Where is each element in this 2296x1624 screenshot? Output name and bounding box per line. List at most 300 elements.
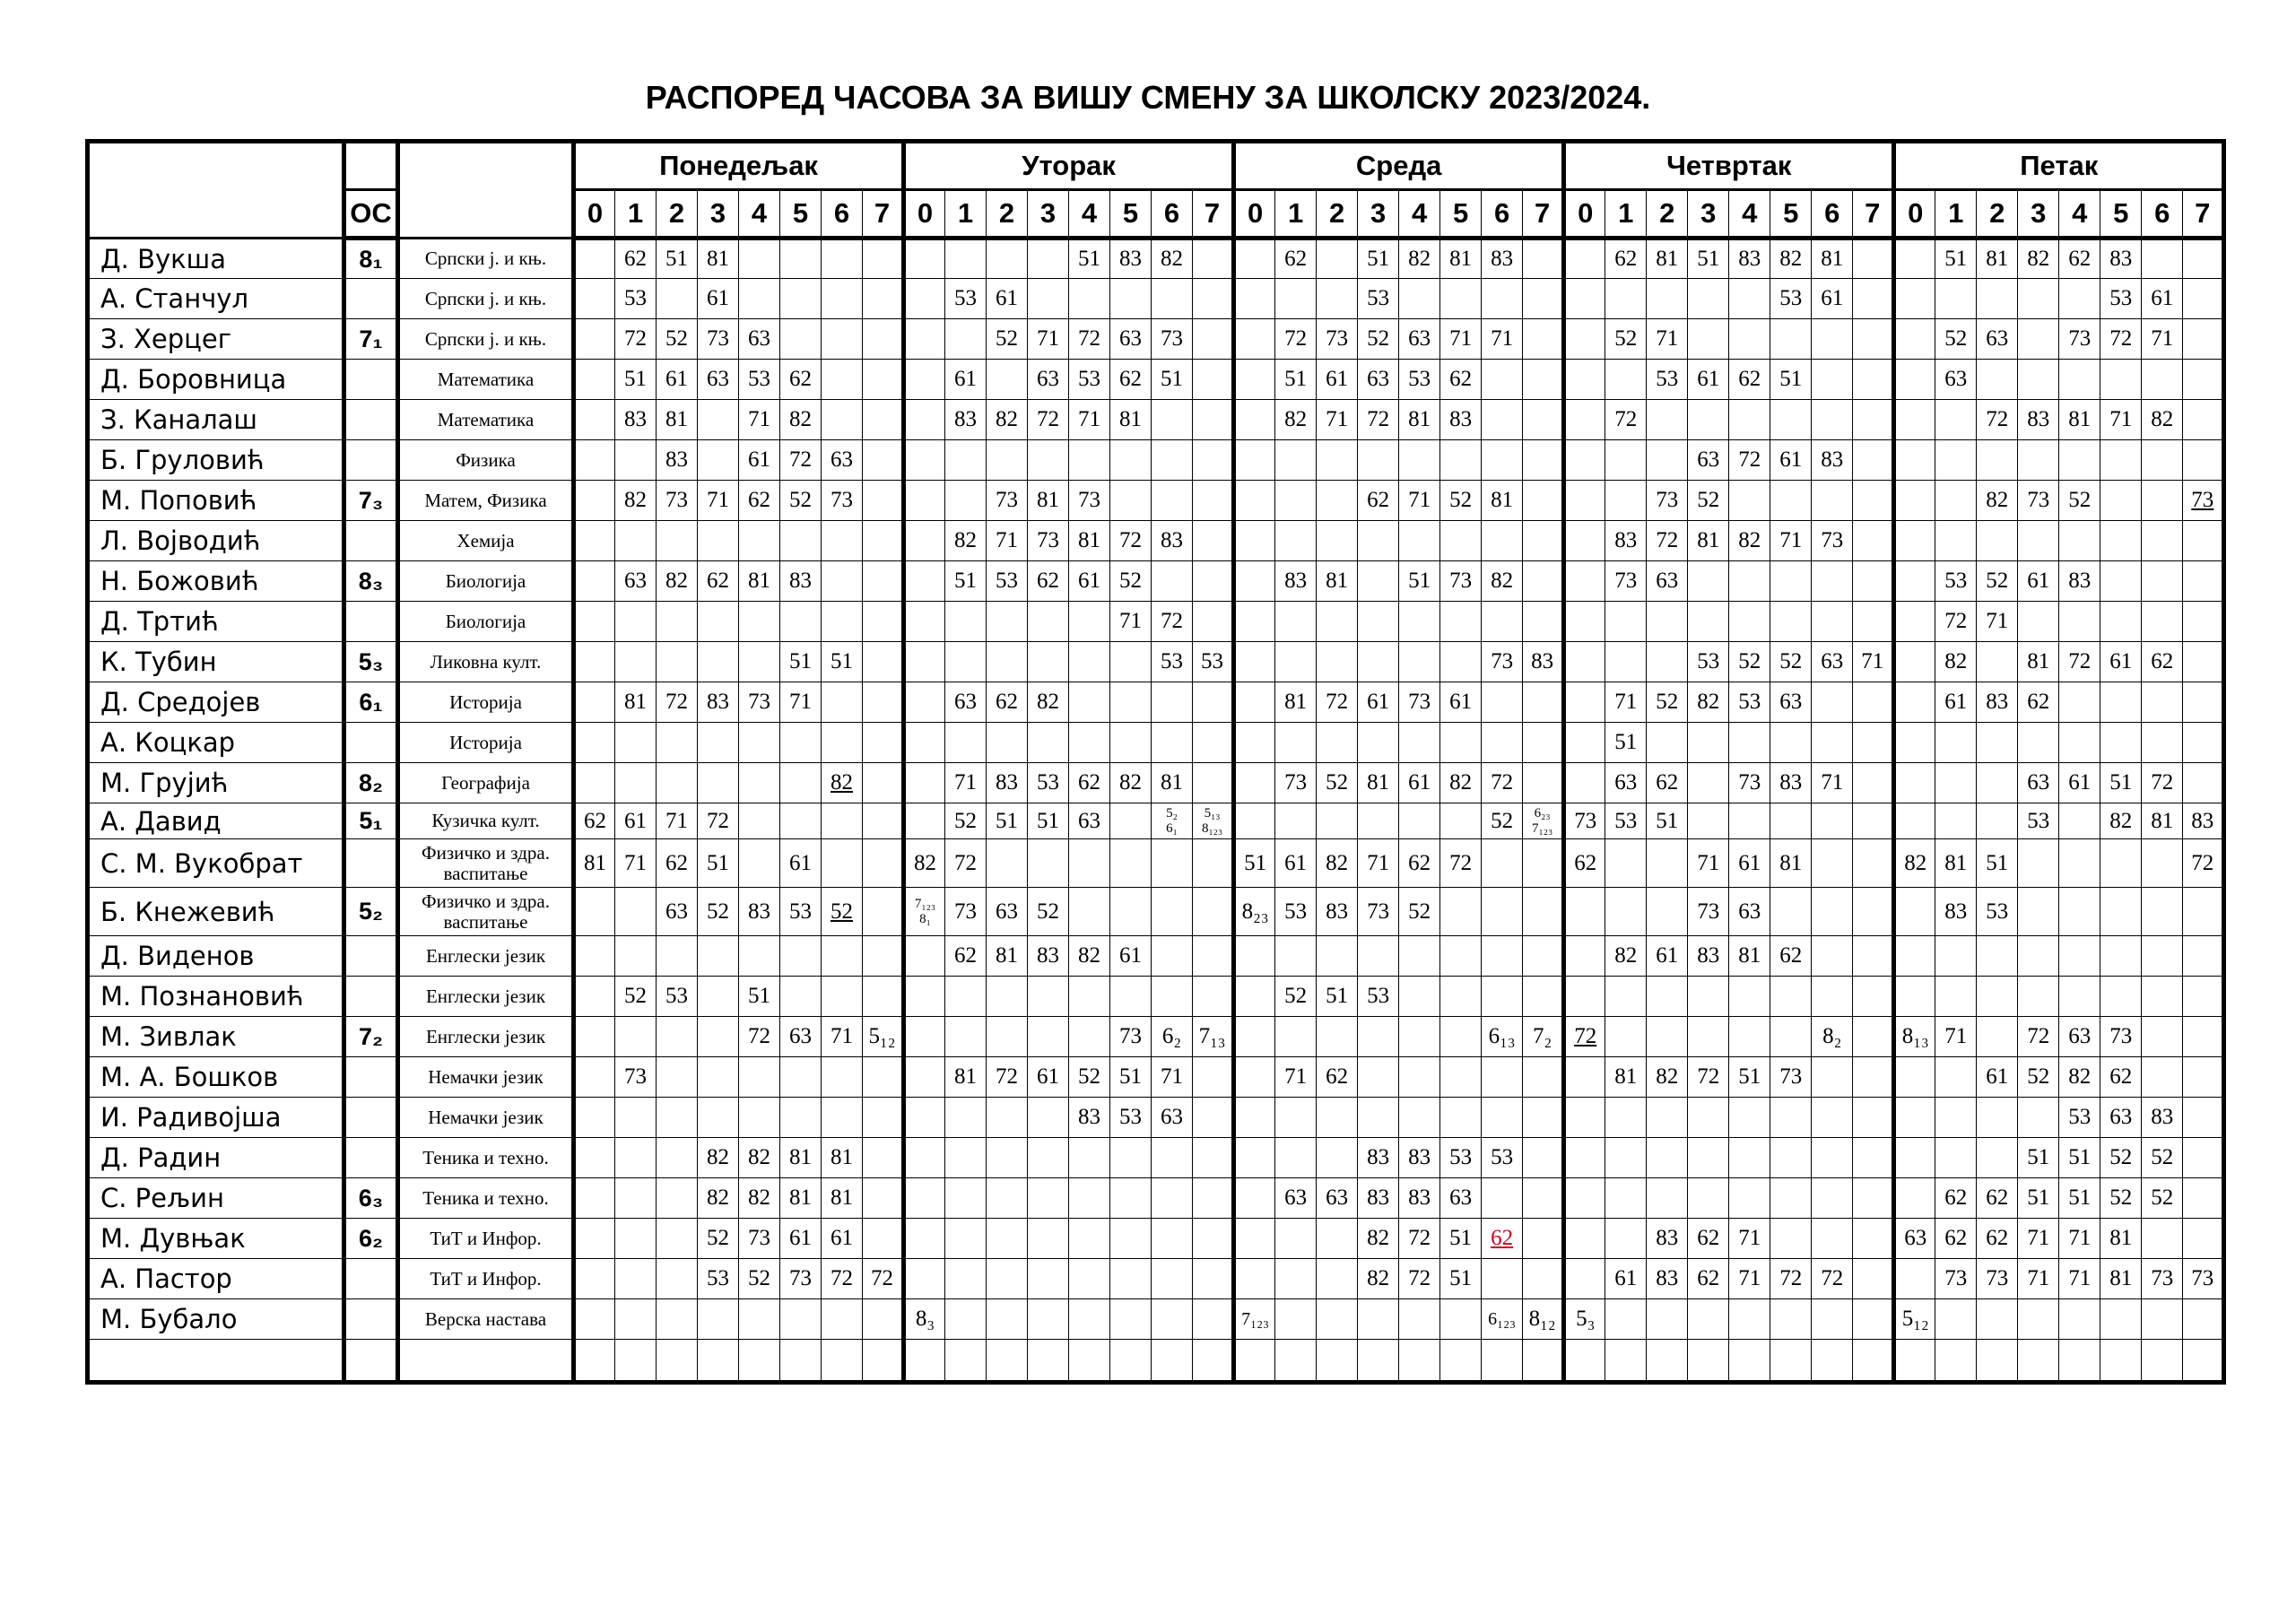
- subject: Матем, Физика: [398, 481, 574, 521]
- lesson-cell: [863, 1340, 904, 1383]
- lesson-cell: 53: [1358, 977, 1399, 1017]
- period-header: 1: [1605, 190, 1647, 239]
- lesson-cell: [1193, 440, 1234, 481]
- period-header: 0: [1564, 190, 1605, 239]
- lesson-cell: [1193, 1057, 1234, 1098]
- lesson-cell: [1275, 1340, 1317, 1383]
- lesson-cell: 71: [1399, 481, 1440, 521]
- lesson-cell: [657, 936, 698, 977]
- lesson-cell: 81: [1399, 400, 1440, 440]
- lesson-cell: [1152, 1219, 1193, 1259]
- subject: Физичко и здра. васпитање: [398, 839, 574, 888]
- lesson-cell: [1440, 1340, 1482, 1383]
- teacher-name: С. М. Вукобрат: [88, 839, 344, 888]
- lesson-cell: [2183, 1138, 2224, 1178]
- lesson-cell: [1193, 1340, 1234, 1383]
- lesson-cell: [1688, 1299, 1729, 1340]
- lesson-cell: 73: [1399, 682, 1440, 723]
- lesson-cell: [822, 400, 863, 440]
- period-header: 4: [1729, 190, 1770, 239]
- teacher-name: А. Давид: [88, 803, 344, 839]
- lesson-cell: 51: [1688, 239, 1729, 279]
- lesson-cell: [1729, 561, 1770, 602]
- lesson-cell: [2018, 319, 2059, 360]
- lesson-cell: [904, 803, 945, 839]
- lesson-cell: [1110, 1219, 1152, 1259]
- lesson-cell: 52: [1399, 888, 1440, 936]
- lesson-cell: [822, 936, 863, 977]
- lesson-cell: [1894, 239, 1935, 279]
- lesson-cell: 73: [822, 481, 863, 521]
- lesson-cell: 63: [1028, 360, 1069, 400]
- lesson-cell: [1069, 977, 1110, 1017]
- lesson-cell: 71: [780, 682, 822, 723]
- class-master: 5₂: [344, 888, 398, 936]
- day-header: Четвртак: [1564, 142, 1894, 190]
- lesson-cell: 61: [987, 279, 1028, 319]
- lesson-cell: [1812, 1299, 1853, 1340]
- teacher-name: Б. Кнежевић: [88, 888, 344, 936]
- lesson-cell: [2142, 682, 2183, 723]
- lesson-cell: 53: [615, 279, 657, 319]
- subject: Енглески језик: [398, 977, 574, 1017]
- lesson-cell: [1894, 481, 1935, 521]
- lesson-cell: 51: [1647, 803, 1688, 839]
- lesson-cell: 83: [1317, 888, 1358, 936]
- class-master: [344, 723, 398, 763]
- lesson-cell: 73: [1358, 888, 1399, 936]
- lesson-cell: 62: [1770, 936, 1812, 977]
- lesson-cell: [904, 936, 945, 977]
- lesson-cell: 81: [945, 1057, 987, 1098]
- lesson-cell: [1110, 1299, 1152, 1340]
- lesson-cell: 83: [1482, 239, 1523, 279]
- lesson-cell: 61: [780, 1219, 822, 1259]
- lesson-cell: 61: [615, 803, 657, 839]
- lesson-cell: [945, 239, 987, 279]
- lesson-cell: [987, 1138, 1028, 1178]
- teacher-name: М. Поповић: [88, 481, 344, 521]
- lesson-cell: 71: [822, 1017, 863, 1057]
- lesson-cell: 81: [780, 1178, 822, 1219]
- lesson-cell: [1853, 839, 1894, 888]
- lesson-cell: 61: [1399, 763, 1440, 803]
- lesson-cell: 53: [1069, 360, 1110, 400]
- lesson-cell: [2142, 521, 2183, 561]
- lesson-cell: [1523, 936, 1564, 977]
- lesson-cell: [1110, 1138, 1152, 1178]
- lesson-cell: 72: [1770, 1259, 1812, 1299]
- lesson-cell: 51: [2018, 1138, 2059, 1178]
- lesson-cell: [1440, 723, 1482, 763]
- lesson-cell: 61: [1440, 682, 1482, 723]
- lesson-cell: 73: [1770, 1057, 1812, 1098]
- lesson-cell: [574, 1178, 615, 1219]
- lesson-cell: 82: [698, 1138, 739, 1178]
- lesson-cell: [657, 1178, 698, 1219]
- lesson-cell: 63: [1358, 360, 1399, 400]
- lesson-cell: [904, 1219, 945, 1259]
- subject: Математика: [398, 400, 574, 440]
- lesson-cell: 72: [698, 803, 739, 839]
- lesson-cell: [739, 839, 780, 888]
- lesson-cell: [1935, 1138, 1977, 1178]
- lesson-cell: 73: [1152, 319, 1193, 360]
- period-header: 3: [1688, 190, 1729, 239]
- lesson-cell: 72: [1812, 1259, 1853, 1299]
- lesson-cell: [1853, 977, 1894, 1017]
- lesson-cell: [574, 682, 615, 723]
- lesson-cell: 71: [615, 839, 657, 888]
- lesson-cell: 71: [1152, 1057, 1193, 1098]
- lesson-cell: [822, 1098, 863, 1138]
- lesson-cell: 53: [987, 561, 1028, 602]
- lesson-cell: [1193, 400, 1234, 440]
- lesson-cell: [987, 839, 1028, 888]
- lesson-cell: 63: [1440, 1178, 1482, 1219]
- lesson-cell: 71: [1647, 319, 1688, 360]
- lesson-cell: [1894, 888, 1935, 936]
- lesson-cell: [1275, 481, 1317, 521]
- lesson-cell: [822, 977, 863, 1017]
- period-header: 6: [822, 190, 863, 239]
- lesson-cell: 73: [2183, 1259, 2224, 1299]
- lesson-cell: 52: [2100, 1138, 2142, 1178]
- lesson-cell: [1482, 888, 1523, 936]
- lesson-cell: [1770, 1340, 1812, 1383]
- lesson-cell: [1193, 1299, 1234, 1340]
- lesson-cell: 83: [945, 400, 987, 440]
- lesson-cell: [1523, 1057, 1564, 1098]
- lesson-cell: 61: [1812, 279, 1853, 319]
- os-header: ОС: [344, 190, 398, 239]
- lesson-cell: [863, 239, 904, 279]
- lesson-cell: [1069, 1178, 1110, 1219]
- lesson-cell: [1853, 602, 1894, 642]
- lesson-cell: [1605, 642, 1647, 682]
- lesson-cell: [1935, 1340, 1977, 1383]
- lesson-cell: [1275, 1259, 1317, 1299]
- lesson-cell: [1523, 682, 1564, 723]
- lesson-cell: [1110, 1259, 1152, 1299]
- lesson-cell: 52: [2142, 1138, 2183, 1178]
- lesson-cell: 73: [2018, 481, 2059, 521]
- lesson-cell: [1688, 319, 1729, 360]
- lesson-cell: [1564, 1259, 1605, 1299]
- lesson-cell: [1812, 936, 1853, 977]
- lesson-cell: [987, 1219, 1028, 1259]
- lesson-cell: 82: [1152, 239, 1193, 279]
- teacher-row: [88, 1299, 2224, 1340]
- subject: [398, 1340, 574, 1383]
- lesson-cell: 61: [822, 1219, 863, 1259]
- lesson-cell: [739, 642, 780, 682]
- lesson-cell: [1853, 561, 1894, 602]
- lesson-cell: 83: [1770, 763, 1812, 803]
- lesson-cell: 52: [1069, 1057, 1110, 1098]
- lesson-cell: [780, 763, 822, 803]
- lesson-cell: [1358, 1098, 1399, 1138]
- period-header: 4: [1069, 190, 1110, 239]
- lesson-cell: [1770, 977, 1812, 1017]
- class-master: 8₃: [344, 561, 398, 602]
- lesson-cell: [574, 481, 615, 521]
- lesson-cell: [1564, 763, 1605, 803]
- lesson-cell: [1028, 602, 1069, 642]
- lesson-cell: 73: [2059, 319, 2100, 360]
- lesson-cell: [1729, 1017, 1770, 1057]
- lesson-cell: [1729, 803, 1770, 839]
- lesson-cell: [1152, 400, 1193, 440]
- teacher-row: [88, 723, 2224, 763]
- lesson-cell: [1647, 1299, 1688, 1340]
- lesson-cell: [1812, 803, 1853, 839]
- lesson-cell: 6₁₂₃: [1482, 1299, 1523, 1340]
- lesson-cell: [1853, 1219, 1894, 1259]
- lesson-cell: [2018, 977, 2059, 1017]
- lesson-cell: [574, 1299, 615, 1340]
- lesson-cell: 63: [945, 682, 987, 723]
- lesson-cell: [574, 400, 615, 440]
- lesson-cell: [1028, 977, 1069, 1017]
- lesson-cell: [1234, 1340, 1275, 1383]
- lesson-cell: 83: [1729, 239, 1770, 279]
- lesson-cell: 52: [1977, 561, 2018, 602]
- class-master: [344, 839, 398, 888]
- lesson-cell: 62: [780, 360, 822, 400]
- lesson-cell: [1853, 239, 1894, 279]
- lesson-cell: 7₁₃: [1193, 1017, 1234, 1057]
- period-header: 7: [1193, 190, 1234, 239]
- lesson-cell: [1977, 977, 2018, 1017]
- lesson-cell: 73: [698, 319, 739, 360]
- lesson-cell: [1853, 723, 1894, 763]
- lesson-cell: [1399, 521, 1440, 561]
- lesson-cell: [1812, 481, 1853, 521]
- lesson-cell: [1564, 239, 1605, 279]
- lesson-cell: [1688, 400, 1729, 440]
- lesson-cell: [2059, 803, 2100, 839]
- lesson-cell: 72: [1729, 440, 1770, 481]
- lesson-cell: [657, 279, 698, 319]
- lesson-cell: [1523, 440, 1564, 481]
- lesson-cell: [1193, 682, 1234, 723]
- period-header: 4: [2059, 190, 2100, 239]
- class-master: [344, 1299, 398, 1340]
- lesson-cell: 53: [1688, 642, 1729, 682]
- lesson-cell: [2018, 888, 2059, 936]
- lesson-cell: 83: [1605, 521, 1647, 561]
- lesson-cell: [863, 1098, 904, 1138]
- lesson-cell: [1069, 682, 1110, 723]
- lesson-cell: [1193, 839, 1234, 888]
- lesson-cell: 73: [2100, 1017, 2142, 1057]
- lesson-cell: [1729, 1340, 1770, 1383]
- lesson-cell: 51: [2059, 1138, 2100, 1178]
- lesson-cell: 51: [2100, 763, 2142, 803]
- lesson-cell: [987, 1259, 1028, 1299]
- lesson-cell: 83: [2183, 803, 2224, 839]
- lesson-cell: [1317, 440, 1358, 481]
- lesson-cell: [1399, 1057, 1440, 1098]
- lesson-cell: 73: [739, 682, 780, 723]
- lesson-cell: [1110, 977, 1152, 1017]
- subject: Историја: [398, 723, 574, 763]
- lesson-cell: [1688, 1178, 1729, 1219]
- lesson-cell: 81: [574, 839, 615, 888]
- lesson-cell: 62: [1935, 1219, 1977, 1259]
- class-master: [344, 1138, 398, 1178]
- lesson-cell: 83: [1028, 936, 1069, 977]
- lesson-cell: [2183, 936, 2224, 977]
- lesson-cell: [698, 723, 739, 763]
- lesson-cell: [2183, 1219, 2224, 1259]
- lesson-cell: 81: [739, 561, 780, 602]
- period-header: 3: [698, 190, 739, 239]
- lesson-cell: [2142, 602, 2183, 642]
- class-master: 6₂: [344, 1219, 398, 1259]
- lesson-cell: [1399, 803, 1440, 839]
- lesson-cell: [1069, 602, 1110, 642]
- lesson-cell: [574, 1219, 615, 1259]
- lesson-cell: 61: [1358, 682, 1399, 723]
- lesson-cell: 81: [1482, 481, 1523, 521]
- teacher-name: М. Зивлак: [88, 1017, 344, 1057]
- lesson-cell: [1853, 440, 1894, 481]
- period-header: 1: [945, 190, 987, 239]
- lesson-cell: 51: [987, 803, 1028, 839]
- lesson-cell: 51: [1977, 839, 2018, 888]
- lesson-cell: [945, 1259, 987, 1299]
- day-header: Понедељак: [574, 142, 904, 190]
- lesson-cell: [1770, 481, 1812, 521]
- lesson-cell: [1440, 1017, 1482, 1057]
- lesson-cell: 51: [2059, 1178, 2100, 1219]
- lesson-cell: [1894, 521, 1935, 561]
- lesson-cell: 71: [2142, 319, 2183, 360]
- lesson-cell: [1317, 1219, 1358, 1259]
- lesson-cell: [904, 977, 945, 1017]
- class-master: [344, 360, 398, 400]
- lesson-cell: [1605, 279, 1647, 319]
- lesson-cell: [1152, 682, 1193, 723]
- lesson-cell: 71: [1605, 682, 1647, 723]
- subject: Српски ј. и књ.: [398, 279, 574, 319]
- lesson-cell: [1977, 1098, 2018, 1138]
- lesson-cell: [2018, 440, 2059, 481]
- lesson-cell: [1977, 360, 2018, 400]
- lesson-cell: 52: [1935, 319, 1977, 360]
- lesson-cell: 53: [1028, 763, 1069, 803]
- lesson-cell: 53: [1605, 803, 1647, 839]
- lesson-cell: [904, 1098, 945, 1138]
- lesson-cell: 82: [615, 481, 657, 521]
- lesson-cell: 73: [1935, 1259, 1977, 1299]
- lesson-cell: 63: [822, 440, 863, 481]
- lesson-cell: [780, 279, 822, 319]
- lesson-cell: [2142, 481, 2183, 521]
- lesson-cell: [1234, 763, 1275, 803]
- lesson-cell: [822, 723, 863, 763]
- lesson-cell: 72: [1317, 682, 1358, 723]
- lesson-cell: [1894, 642, 1935, 682]
- lesson-cell: 61: [739, 440, 780, 481]
- lesson-cell: [1935, 803, 1977, 839]
- lesson-cell: 71: [1069, 400, 1110, 440]
- lesson-cell: 81: [1770, 839, 1812, 888]
- lesson-cell: [1234, 602, 1275, 642]
- lesson-cell: [1647, 723, 1688, 763]
- teacher-row: [88, 239, 2224, 279]
- lesson-cell: [1564, 977, 1605, 1017]
- lesson-cell: [863, 360, 904, 400]
- lesson-cell: [1523, 1340, 1564, 1383]
- lesson-cell: 62: [1935, 1178, 1977, 1219]
- lesson-cell: [1770, 1098, 1812, 1138]
- lesson-cell: 51: [1605, 723, 1647, 763]
- lesson-cell: [904, 1138, 945, 1178]
- lesson-cell: 63: [657, 888, 698, 936]
- lesson-cell: [2100, 888, 2142, 936]
- subject: Теника и техно.: [398, 1178, 574, 1219]
- lesson-cell: [1110, 1178, 1152, 1219]
- lesson-cell: [1853, 279, 1894, 319]
- lesson-cell: [863, 1299, 904, 1340]
- period-header: 2: [1647, 190, 1688, 239]
- lesson-cell: 63: [1605, 763, 1647, 803]
- lesson-cell: 71: [1482, 319, 1523, 360]
- lesson-cell: 62: [1110, 360, 1152, 400]
- lesson-cell: 52: [1275, 977, 1317, 1017]
- teacher-row: [88, 319, 2224, 360]
- lesson-cell: [863, 936, 904, 977]
- lesson-cell: 72: [1399, 1219, 1440, 1259]
- lesson-cell: [1482, 977, 1523, 1017]
- lesson-cell: 82: [1358, 1259, 1399, 1299]
- lesson-cell: 83: [1275, 561, 1317, 602]
- lesson-cell: [698, 1340, 739, 1383]
- lesson-cell: [2142, 360, 2183, 400]
- period-header: 1: [615, 190, 657, 239]
- lesson-cell: [1234, 1178, 1275, 1219]
- class-master: [344, 521, 398, 561]
- lesson-cell: [1152, 1340, 1193, 1383]
- lesson-cell: [1523, 279, 1564, 319]
- lesson-cell: [698, 602, 739, 642]
- subject: Ликовна култ.: [398, 642, 574, 682]
- lesson-cell: [1935, 977, 1977, 1017]
- lesson-cell: 81: [1812, 239, 1853, 279]
- lesson-cell: 63: [1770, 682, 1812, 723]
- lesson-cell: 73: [1069, 481, 1110, 521]
- lesson-cell: [574, 936, 615, 977]
- lesson-cell: 61: [1935, 682, 1977, 723]
- lesson-cell: [574, 763, 615, 803]
- lesson-cell: [2142, 440, 2183, 481]
- lesson-cell: [1894, 440, 1935, 481]
- lesson-cell: [1234, 682, 1275, 723]
- lesson-cell: [1647, 440, 1688, 481]
- lesson-cell: [615, 1098, 657, 1138]
- lesson-cell: 71: [2100, 400, 2142, 440]
- lesson-cell: 72: [1688, 1057, 1729, 1098]
- lesson-cell: [1770, 1178, 1812, 1219]
- lesson-cell: [1152, 279, 1193, 319]
- lesson-cell: 72: [1028, 400, 1069, 440]
- lesson-cell: [1688, 723, 1729, 763]
- lesson-cell: 72: [615, 319, 657, 360]
- lesson-cell: [1812, 602, 1853, 642]
